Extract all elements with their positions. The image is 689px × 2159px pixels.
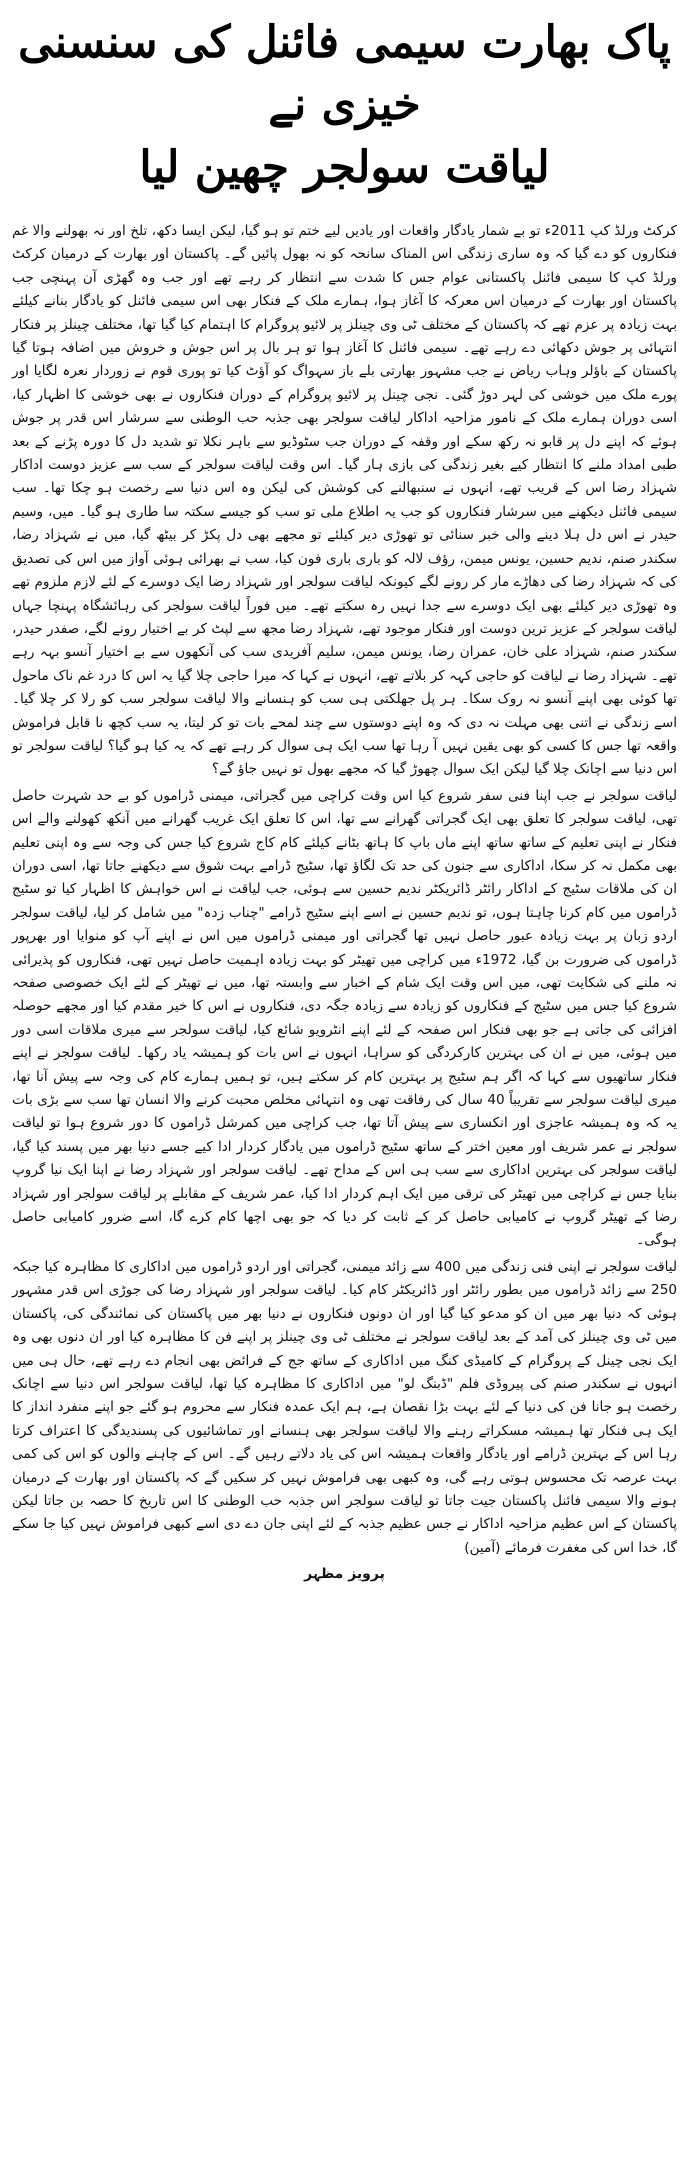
- headline-line-1: پاک بھارت سیمی فائنل کی سنسنی خیزی نے: [18, 17, 671, 130]
- headline: [12, 12, 677, 200]
- article-paragraph-1: کرکٹ ورلڈ کپ 2011ء تو بے شمار یادگار واقعات اور یادیں لیے ختم تو ہو گیا، لیکن ایسا دکھ، تلخ اور نہ بھولنے والا غم فنکاروں کو دے گیا کہ وہ ساری زندگی اس المناک سانحہ کو نہ بھول پائیں گے۔ پاکستان اور بھارت کے درمیان کرکٹ ورلڈ کپ کا سیمی فائنل پاکستانی عوام جس کا شدت سے انتظار کر رہے تھے اور جب وہ گھڑی آن پہنچی جب پاکستان اور بھارت کے درمیان اس معرکہ کا آغاز ہوا، ہمارے ملک کے فنکار بھی اس سیمی فائنل کو یادگار بنانے کیلئے بہت زیادہ پر عزم تھے کہ پاکستان کے مختلف ٹی وی چینلز پر لائیو پروگرام کا اہتمام کیا گیا تھا، مختلف چینلز پر فنکار انتہائی پر جوش دکھائی دے رہے تھے۔ سیمی فائنل کا آغاز ہوا تو ہر بال پر اس جوش و خروش میں اضافہ ہوتا گیا پاکستان کے باؤلر وہاب ریاض نے جب مشہور بھارتی بلے باز سہواگ کو آؤٹ کیا تو پوری قوم نے زوردار نعرہ لگایا اور پورے ملک میں خوشی کی لہر دوڑ گئی۔ نجی چینل پر لائیو پروگرام کے دوران فنکاروں نے بھی خوشی کا اظہار کیا، اسی دوران ہمارے ملک کے نامور مزاحیہ اداکار لیاقت سولجر بھی جذبہ حب الوطنی سے سرشار اس قدر پر جوش ہوئے کہ اپنے دل پر قابو نہ رکھ سکے اور وقفہ کے دوران جب سٹوڈیو سے باہر نکلا تو شدید دل کا دورہ پڑنے کے بعد طبی امداد ملنے کا انتظار کیے بغیر زندگی کی بازی ہار گیا۔ اس وقت لیاقت سولجر کے سب سے عزیز دوست اداکار شہزاد رضا اس کے قریب تھے، انہوں نے سنبھالنے کی کوشش کی لیکن وہ اس دنیا سے رخصت ہو چکا تھا۔ سب سیمی فائنل دیکھنے میں سرشار فنکاروں کو جب یہ اطلاع ملی تو سب کو جیسے سکتہ سا طاری ہو گیا۔ میں، وسیم حیدر نے اس دل ہلا دینے والی خبر سنائی تو تھوڑی دیر کیلئے تو مجھے بھی دل پکڑ کر بیٹھ گیا، میں نے شہزاد رضا، سکندر صنم، ندیم حسین، یونس میمن، رؤف لالہ کو باری باری فون کیا، سب نے بھرائی ہوئی آواز میں اس کی تصدیق کی کہ شہزاد رضا کی دھاڑے مار کر رونے لگے کیونکہ لیاقت سولجر اور شہزاد رضا ایک دوسرے کے لئے لازم ملزوم تھے وہ تھوڑی دیر کیلئے بھی ایک دوسرے سے جدا نہیں رہ سکتے تھے۔ میں فوراً لیاقت سولجر کی رہائشگاہ پہنچا جہاں لیاقت سولجر کے عزیز ترین دوست اور فنکار موجود تھے، شہزاد رضا مجھ سے لپٹ کر بے اختیار رونے لگے، صفدر حیدر، سکندر صنم، شہزاد علی خان، عمران رضا، یونس میمن، سلیم آفریدی سب کی آنکھوں سے بے اختیار آنسو بہہ رہے تھے۔ شہزاد رضا نے لیاقت کو حاجی کہہ کر بلاتے تھے، انہوں نے کہا کہ میرا حاجی چلا گیا یہ اس کا درد غم ناک ماحول تھا کوئی بھی اپنے آنسو نہ روک سکا۔ ہر پل جھلکتی ہی سب کو ہنسانے والا لیاقت سولجر سب کو رلا کر چلا گیا۔ اسے زندگی نے اتنی بھی مہلت نہ دی کہ وہ اپنے دوستوں سے چند لمحے بات تو کر لیتا، یہ سب کچھ نا قابل فراموش واقعہ تھا جس کا کسی کو بھی یقین نہیں آ رہا تھا سب ایک ہی سوال کر رہے تھے کہ یہ کیا ہو گیا؟ لیاقت سولجر تو اس دنیا سے اچانک چلا گیا لیکن ایک سوال چھوڑ گیا کہ مجھے بھول تو نہیں جاؤ گے؟: [12, 223, 678, 778]
- headline-line-2: لیاقت سولجر چھین لیا: [139, 142, 550, 193]
- article-paragraph-2: لیاقت سولجر نے جب اپنا فنی سفر شروع کیا اس وقت کراچی میں گجراتی، میمنی ڈراموں کو بے حد شہرت حاصل تھی، لیاقت سولجر کا تعلق بھی ایک گجراتی گھرانے سے تھا، اس کا تعلق ایک غریب گھرانے میں آنکھ کھولنے والے اس فنکار نے اپنی تعلیم کے ساتھ ساتھ اپنے ماں باپ کا ہاتھ بٹانے کیلئے کام کاج شروع کیا جس کی وجہ سے وہ اپنی تعلیم بھی مکمل نہ کر سکا، اداکاری سے جنون کی حد تک لگاؤ تھا، سٹیج ڈرامے بہت شوق سے دیکھنے جاتا تھا، اسی دوران ان کی ملاقات سٹیج کے اداکار رائٹر ڈائریکٹر ندیم حسین سے ہوئی، جب لیاقت نے اس خواہش کا اظہار کیا تو سٹیج ڈراموں میں کام کرنا چاہتا ہوں، تو ندیم حسین نے اسے اپنے سٹیج ڈرامے "چناب زدہ" میں شامل کر لیا، لیاقت سولجر اردو زبان پر بہت زیادہ عبور حاصل نہیں تھا گجراتی اور میمنی ڈراموں میں اس نے اپنے آپ کو منوایا اور بھرپور ڈراموں کی ضرورت بن گیا، 1972ء میں کراچی میں تھیٹر کو بہت زیادہ اہمیت حاصل نہیں تھی، فنکاروں کو پذیرائی نہ ملنے کی شکایت تھی، میں اس وقت ایک شام کے اخبار سے وابستہ تھا، میں نے تھیٹر کے لئے ایک خصوصی صفحہ شروع کیا جس میں سٹیج کے فنکاروں کو زیادہ سے زیادہ جگہ دی، فنکاروں نے اس کا خیر مقدم کیا اور مجھے حوصلہ افزائی کی جاتی ہے جو بھی فنکار اس صفحہ کے لئے اپنے انٹرویو شائع کیا، لیاقت سولجر سے میری ملاقات اسی دور میں ہوئی، میں نے ان کی بہترین کارکردگی کو سراہا، انہوں نے اس بات کو ہمیشہ یاد رکھا۔ لیاقت سولجر نے اپنے فنکار ساتھیوں سے کہا کہ اگر ہم سٹیج پر بہترین کام کر سکتے ہیں، تو ہمیں ہمارے کام کی وجہ سے پیش آنا تھا، میری لیاقت سولجر سے تقریباً 40 سال کی رفاقت تھی وہ انتہائی مخلص محبت کرنے والا انسان تھا سب سے بڑی بات یہ کہ وہ ہمیشہ عاجزی اور انکساری سے پیش آتا تھا، جب کراچی میں کمرشل ڈراموں کا دور شروع ہوا تو لیاقت سولجر نے عمر شریف اور معین اختر کے ساتھ سٹیج ڈراموں میں یادگار کردار ادا کیے جسے دنیا بھر میں پسند کیا گیا، لیاقت سولجر کی بہترین اداکاری سے سب ہی اس کے مداح تھے۔ لیاقت سولجر اور شہزاد رضا نے اپنا ایک نیا گروپ بنایا جس نے کراچی میں تھیٹر کی ترقی میں ایک اہم کردار ادا کیا، عمر شریف کے مقابلے پر لیاقت سولجر اور شہزاد رضا کے تھیٹر گروپ نے کامیابی حاصل کر کے ثابت کر دیا کہ جو بھی اچھا کام کرے گا، اسے ضرور کامیابی حاصل ہوگی۔: [12, 787, 677, 1249]
- article-paragraph-3: لیاقت سولجر نے اپنی فنی زندگی میں 400 سے زائد میمنی، گجراتی اور اردو ڈراموں میں اداکاری کا مظاہرہ کیا جبکہ 250 سے زائد ڈراموں میں بطور رائٹر اور ڈائریکٹر کام کیا۔ لیاقت سولجر اور شہزاد رضا کی جوڑی اس قدر مشہور ہوئی کہ دنیا بھر میں ان کو مدعو کیا گیا اور ان دونوں فنکاروں نے دنیا بھر میں پاکستان کی نمائندگی کی، پاکستان میں ٹی وی چینلز کی آمد کے بعد لیاقت سولجر نے مختلف ٹی وی چینلز پر اپنے فن کا مظاہرہ کیا اور ان دنوں بھی وہ ایک نجی چینل کے پروگرام کے کامیڈی کنگ میں اداکاری کے ساتھ جج کے فرائض بھی انجام دے رہے تھے، حال ہی میں انہوں نے سکندر صنم کی پیروڈی فلم "ڈبنگ لو" میں اداکاری کا مظاہرہ کیا تھا، لیاقت سولجر اس دنیا سے اچانک رخصت ہو جانا فن کی دنیا کے لئے بہت بڑا نقصان ہے، ہم ایک عمدہ فنکار سے محروم ہو گئے جو اپنے منفرد انداز کا ایک ہی فنکار تھا ہمیشہ مسکراتے رہنے والا لیاقت سولجر بھی ہنسانے اور تماشائیوں کی پسندیدگی کا اعتراف کرتا رہا اس کے بہترین ڈرامے اور یادگار واقعات ہمیشہ اس کی یاد دلاتے رہیں گے۔ اس کے چاہنے والوں کو اس کی کمی بہت عرصہ تک محسوس ہوتی رہے گی، وہ کبھی بھی فراموش نہیں کر سکیں گے کہ پاکستان اور بھارت کے درمیان ہونے والا سیمی فائنل پاکستان جیت جاتا تو لیاقت سولجر اس جذبہ حب الوطنی کا اس تاریخ کا حصہ بن جاتا لیکن پاکستان کے اس عظیم مزاحیہ اداکار نے جس عظیم جذبہ کے لئے اپنی جان دے دی اسے کبھی فراموش نہیں کیا جا سکے گا، خدا اس کی مغفرت فرمائے (آمین): [12, 1258, 677, 1556]
- article-body: [12, 220, 677, 1560]
- author-byline: پرویز مظہر: [304, 1566, 385, 1583]
